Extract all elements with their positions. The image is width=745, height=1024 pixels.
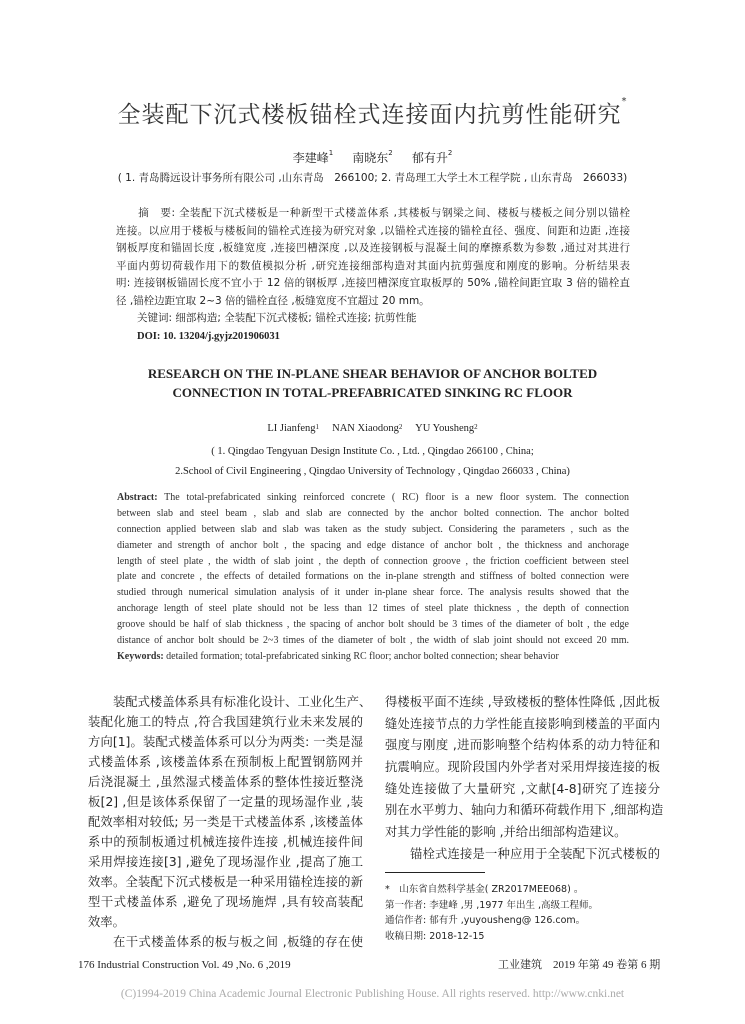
abstract-line: plate and concrete , the effects of detailed formations on the in-plane strength and stiffness of bolted connection were [117, 571, 629, 583]
footnote: 第一作者: 李建峰 ,男 ,1977 年出生 ,高级工程师。 [385, 899, 599, 911]
abstract-label: Abstract: [117, 492, 158, 503]
body-line: 别在水平剪力、轴向力和循环荷载作用下 ,细部构造 [385, 803, 664, 818]
body-line: 强度与刚度 ,进而影响整个结构体系的动力特征和 [385, 738, 660, 753]
body-line: 后浇混凝土 ,虽然湿式楼盖体系的整体性接近整浇 [88, 775, 363, 789]
author-sup: 1 [315, 423, 319, 431]
author-sup: 1 [328, 149, 334, 157]
body-line: 在干式楼盖体系的板与板之间 ,板缝的存在使 [113, 935, 363, 949]
body-line: 得楼板平面不连续 ,导致楼板的整体性降低 ,因此板 [385, 695, 660, 709]
abstract-line: connection applied between slab and slab was taken as the study subject. Considering the parameters , such as the [117, 523, 629, 535]
affiliation-line: ( 1. Qingdao Tengyuan Design Institute Co. , Ltd. , Qingdao 266100 , China; [211, 446, 534, 457]
english-title-line: RESEARCH ON THE IN-PLANE SHEAR BEHAVIOR OF ANCHOR BOLTED [147, 366, 598, 381]
affiliations: ( 1. 青岛腾远设计事务所有限公司 ,山东青岛 266100; 2. 青岛理工大学土木工程学院 , 山东青岛 266033) [117, 172, 628, 184]
copyright-notice: (C)1994-2019 China Academic Journal Electronic Publishing House. All rights reserved. http://www.cnki.net [120, 988, 625, 1000]
body-line: 缝处连接做了大量研究 ,文献[4-8]研究了连接分 [385, 781, 660, 796]
abstract-line: 钢板厚度和锚固长度 ,板缝宽度 ,连接凹槽深度 ,以及连接钢板与混凝土间的摩擦系数为参数 ,通过对其进行 [116, 242, 630, 254]
author [293, 151, 333, 165]
footer-journal-en: 176 Industrial Construction Vol. 49 ,No. 6 ,2019 [78, 959, 291, 971]
author-sup: 2 [474, 423, 478, 431]
body-line: 型干式楼盖体系 ,避免了现场施焊 ,具有较高装配 [88, 895, 363, 909]
body-line: 采用焊接连接[3] ,避免了现场湿作业 ,提高了施工 [88, 855, 363, 869]
author-name: NAN Xiaodong [332, 423, 399, 434]
english-affiliations [0, 442, 745, 482]
body-line: 方向[1]。装配式楼盖体系可以分为两类: 一类是湿 [88, 735, 363, 749]
abstract-line: studied through numerical simulation analysis of it under in-plane shear force. The analysis results showed that the [117, 587, 629, 599]
body-line: 缝处连接节点的力学性能直接影响到楼盖的平面内 [385, 716, 660, 731]
body-line: 效率。 [88, 915, 125, 929]
body-line: 装配化施工的特点 ,符合我国建筑行业未来发展的 [88, 715, 363, 729]
english-author-list [0, 423, 745, 434]
author [412, 151, 452, 165]
author-name: YU Yousheng [415, 423, 475, 434]
abstract-line: length of steel plate , the width of slab joint , the depth of connection groove , the friction coefficient between steel [117, 555, 629, 567]
author-name: LI Jianfeng [267, 423, 316, 434]
body-column-right [385, 692, 664, 866]
body-line: 装配式楼盖体系具有标准化设计、工业化生产、 [113, 695, 372, 709]
keywords-label: Keywords: [117, 650, 164, 662]
author-sup: 2 [388, 149, 393, 157]
abstract-line: 平面内剪切荷载作用下的数值模拟分析 ,研究连接细部构造对其面内抗剪强度和刚度的影响。分析结果表 [116, 259, 630, 272]
title-text: 全装配下沉式楼板锚栓式连接面内抗剪性能研究 [117, 102, 622, 128]
abstract-line: The total-prefabricated sinking reinforced concrete ( RC) floor is a new floor system. The connection [157, 492, 629, 503]
abstract-line: diameter and strength of anchor bolt , the spacing and edge distance of anchor bolt , the thickness and anchorage [117, 539, 629, 551]
chinese-abstract [116, 205, 630, 345]
footnote: 通信作者: 郁有升 ,yuyousheng@ 126.com。 [385, 915, 586, 927]
affiliation-line: 2.School of Civil Engineering , Qingdao University of Technology , Qingdao 266033 , China) [175, 466, 570, 477]
footnote: 收稿日期: 2018-12-15 [385, 930, 485, 942]
body-line: 板[2] ,但是该体系保留了一定量的现场湿作业 ,装 [88, 795, 363, 809]
abstract-line: 明: 连接钢板锚固长度不宜小于 12 倍的钢板厚 ,连接凹槽深度宜取板厚的 50% ,锚栓间距宜取 3 倍的锚栓直 [116, 277, 630, 289]
abstract-line: 连接。以应用于楼板与楼板间的锚栓式连接为研究对象 ,以锚栓式连接的锚栓直径、强度、间距和边距 ,连接 [116, 224, 630, 237]
body-column-left [88, 692, 372, 952]
author-name: 郁有升 [411, 151, 448, 165]
author-list [0, 149, 745, 166]
english-abstract [117, 490, 629, 665]
abstract-line: 径 ,锚栓边距宜取 2~3 倍的锚栓直径 ,板缝宽度不宜超过 20 mm。 [116, 294, 430, 307]
footnotes [385, 882, 598, 944]
abstract-line: groove should be half of slab thickness , the spacing of anchor bolt should be 3 times of the diameter of bolt , the edge [117, 619, 629, 631]
author-name: 李建峰 [292, 151, 329, 165]
english-title [0, 364, 745, 402]
doi: DOI: 10. 13204/j.gyjz201906031 [116, 330, 280, 342]
chinese-keywords: 关键词: 细部构造; 全装配下沉式楼板; 锚栓式连接; 抗剪性能 [116, 312, 417, 324]
abstract-line: distance of anchor bolt should be 2~3 times of the diameter of bolt , the width of slab joint should not exceed 20 mm. [117, 635, 629, 647]
paper-title [0, 96, 745, 129]
author-name: 南晓东 [352, 151, 389, 165]
author-sup: 2 [447, 149, 453, 157]
body-line: 锚栓式连接是一种应用于全装配下沉式楼板的 [410, 846, 660, 861]
footnote-divider [385, 872, 485, 873]
body-line: 对其力学性能的影响 ,并给出细部构造建议。 [385, 825, 627, 840]
body-line: 系中的预制板通过机械连接件连接 ,机械连接件间 [88, 835, 363, 849]
body-line: 式楼盖体系 ,该楼盖体系在预制板上配置钢筋网并 [88, 755, 363, 769]
abstract-line: 摘 要: 全装配下沉式楼板是一种新型干式楼盖体系 ,其楼板与钢梁之间、楼板与楼板之间分别以锚栓 [116, 207, 630, 219]
body-line: 抗震响应。现阶段国内外学者对采用焊接连接的板 [385, 760, 660, 775]
author [352, 151, 392, 165]
footnote: * 山东省自然科学基金( ZR2017MEE068) 。 [385, 884, 584, 895]
author-sup: 2 [398, 423, 403, 431]
body-line: 配效率相对较低; 另一类是干式楼盖体系 ,该楼盖体 [88, 815, 363, 829]
english-keywords: detailed formation; total-prefabricated sinking RC floor; anchor bolted connection; shear behavior [163, 650, 559, 662]
title-footnote-mark: * [621, 96, 628, 107]
abstract-line: between slab and steel beam , slab and slab are connected by the anchor bolted connection. The anchor bolted [117, 507, 629, 519]
abstract-line: anchorage length of steel plate should not be less than 12 times of steel plate thickness , the depth of connection [117, 603, 629, 615]
english-title-line: CONNECTION IN TOTAL-PREFABRICATED SINKING RC FLOOR [172, 385, 573, 400]
body-line: 效率。全装配下沉式楼板是一种采用锚栓连接的新 [88, 875, 363, 889]
footer-journal-cn: 工业建筑 2019 年第 49 卷第 6 期 [498, 959, 661, 971]
